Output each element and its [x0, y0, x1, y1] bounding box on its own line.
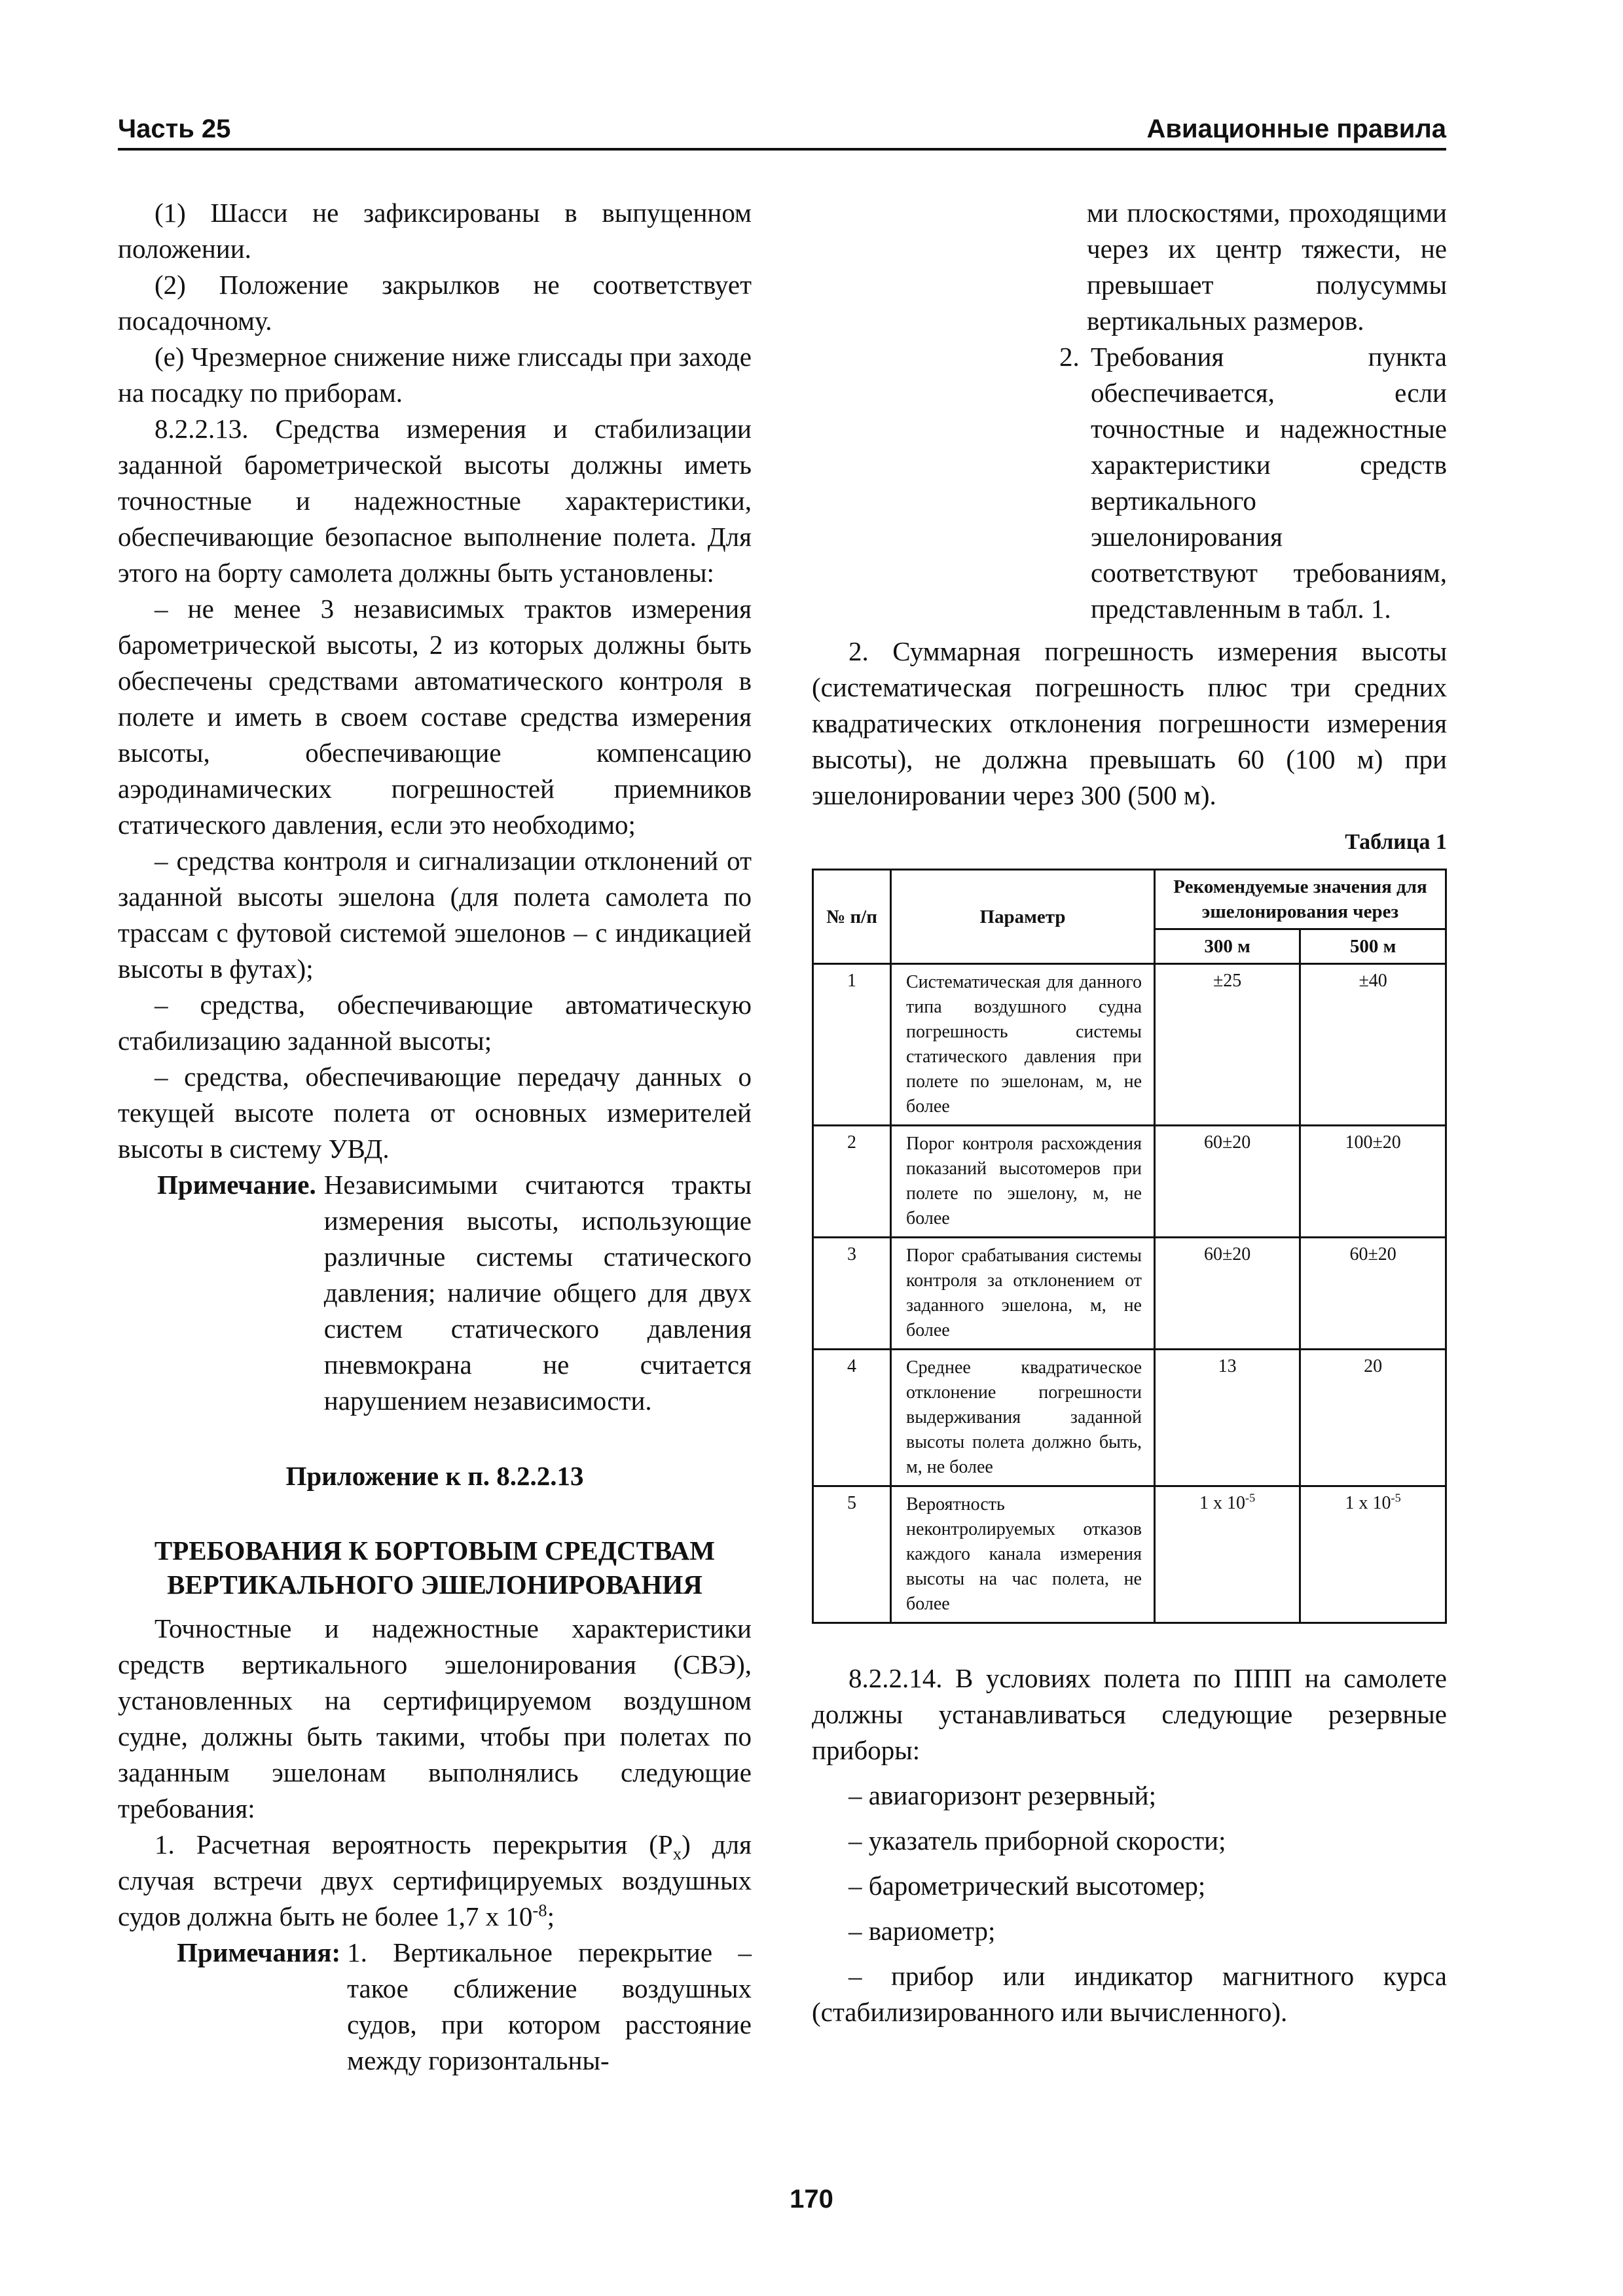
paragraph: 8.2.2.14. В условиях полета по ППП на самолете должны устанавливаться следующие резервные приборы: [812, 1663, 1447, 1765]
cell-param: Порог срабатывания системы контроля за отклонением от заданного эшелона, м, не более [891, 1238, 1155, 1350]
table-row [813, 1238, 1446, 1350]
cell-500: 60±20 [1300, 1238, 1446, 1350]
value-exponent: -5 [1245, 1491, 1256, 1505]
list-item: – вариометр; [848, 1916, 996, 1946]
notes-continuation: ми плоскостями, проходящими через их центр тяжести, не превышает полусуммы вертикальных размеров. [1087, 198, 1447, 336]
cell-300: 13 [1155, 1350, 1300, 1486]
note-text: Независимыми считаются тракты измерения высоты, использующие различные системы статического давления; наличие общего для двух систем статического давления пневмокрана не считается нарушением независимости. [323, 1170, 752, 1416]
bullet-item: – средства, обеспечивающие автоматическую стабилизацию заданной высоты; [118, 990, 752, 1056]
cell-param: Порог контроля расхождения показаний высотомеров при полете по эшелону, м, не более [891, 1126, 1155, 1238]
appendix-title: Приложение к п. 8.2.2.13 [285, 1461, 584, 1491]
value-base: 1 x 10 [1199, 1493, 1246, 1513]
document-title: Авиационные правила [1146, 115, 1446, 143]
text-part: ) для случая встречи двух сертифицируемых воздушных судов должна быть не более 1,7 x 10 [118, 1829, 752, 1931]
list-item: – барометрический высотомер; [848, 1871, 1206, 1901]
section-title-line-1: ТРЕБОВАНИЯ К БОРТОВЫМ СРЕДСТВАМ [154, 1535, 716, 1566]
cell-500: 20 [1300, 1350, 1446, 1486]
item-text: Требования пункта обеспечивается, если точностные и надежностные характеристики средств вертикального эшелонирования соответствуют требованиям, представленным в табл. 1. [1091, 342, 1447, 624]
cell-300: ±25 [1155, 964, 1300, 1126]
section-title-line-2: ВЕРТИКАЛЬНОГО ЭШЕЛОНИРОВАНИЯ [167, 1570, 702, 1600]
table-row [813, 964, 1446, 1126]
list-item: – прибор или индикатор магнитного курса (стабилизированного или вычисленного). [812, 1961, 1447, 2027]
col-header-num: № п/п [813, 870, 891, 964]
left-column [118, 195, 752, 2079]
cell-500: 100±20 [1300, 1126, 1446, 1238]
col-header-300: 300 м [1155, 929, 1300, 964]
notes [118, 1935, 752, 2079]
subscript: x [672, 1844, 682, 1864]
table-caption: Таблица 1 [1345, 830, 1447, 854]
bullet-item: – не менее 3 независимых трактов измерения барометрической высоты, 2 из которых должны быть обеспечены средствами автоматического контроля в полете и иметь в своем составе средства измерения высоты, обеспечивающие компенсацию аэродинамических погрешностей приемников статического давления, если это необходимо; [118, 594, 752, 840]
cell-num: 3 [813, 1238, 891, 1350]
cell-300: 60±20 [1155, 1126, 1300, 1238]
cell-300: 60±20 [1155, 1238, 1300, 1350]
bullet-item: – средства, обеспечивающие передачу данных о текущей высоте полета от основных измерителей высоты в систему УВД. [118, 1062, 752, 1164]
col-header-500: 500 м [1300, 929, 1446, 964]
list-item: – указатель приборной скорости; [848, 1825, 1226, 1856]
requirements-table [812, 869, 1447, 1624]
paragraph: (е) Чрезмерное снижение ниже глиссады при заходе на посадку по приборам. [118, 342, 752, 408]
notes-item-2 [812, 339, 1447, 627]
instrument-list [812, 1778, 1447, 2030]
col-header-param: Параметр [891, 870, 1155, 964]
text-part: ; [547, 1901, 555, 1931]
cell-num: 4 [813, 1350, 891, 1486]
col-header-recommended: Рекомендуемые значения для эшелонирования через [1155, 870, 1446, 929]
paragraph-probability [118, 1827, 752, 1935]
bullet-item: – средства контроля и сигнализации отклонений от заданной высоты эшелона (для полета самолета по трассам с футовой системой эшелонов – с индикацией высоты в футах); [118, 846, 752, 984]
note-label: Примечание. [157, 1170, 316, 1200]
paragraph: Точностные и надежностные характеристики средств вертикального эшелонирования (СВЭ), установленных на сертифицируемом воздушном судне, должны быть такими, чтобы при полетах по заданным эшелонам выполнялись следующие требования: [118, 1613, 752, 1823]
cell-param: Систематическая для данного типа воздушного судна погрешность системы статического давления при полете по эшелонам, м, не более [891, 964, 1155, 1126]
part-label: Часть 25 [118, 115, 231, 143]
paragraph: (1) Шасси не зафиксированы в выпущенном положении. [118, 198, 752, 264]
text-part: 1. Расчетная вероятность перекрытия (P [155, 1829, 673, 1859]
cell-num: 1 [813, 964, 891, 1126]
cell-500 [1300, 1486, 1446, 1623]
paragraph: 8.2.2.13. Средства измерения и стабилизации заданной барометрической высоты должны иметь точностные и надежностные характеристики, обеспечивающие безопасное выполнение полета. Для этого на борту самолета должны быть установлены: [118, 414, 752, 588]
table-row [813, 1350, 1446, 1486]
notes-item-1: 1. Вертикальное перекрытие – такое сближение воздушных судов, при котором расстояние между горизонтальны- [347, 1937, 752, 2075]
cell-num: 2 [813, 1126, 891, 1238]
page-number: 170 [790, 2185, 833, 2214]
cell-300 [1155, 1486, 1300, 1623]
cell-param: Вероятность неконтролируемых отказов каждого канала измерения высоты на час полета, не более [891, 1486, 1155, 1623]
right-column [812, 195, 1447, 2039]
table-row [813, 1126, 1446, 1238]
value-base: 1 x 10 [1345, 1493, 1391, 1513]
header-rule [118, 148, 1446, 151]
note [118, 1167, 752, 1419]
paragraph: 2. Суммарная погрешность измерения высоты (систематическая погрешность плюс три средних квадратических отклонения погрешности измерения высоты), не должна превышать 60 (100 м) при эшелонировании через 300 (500 м). [812, 636, 1447, 810]
item-number: 2. [1059, 342, 1080, 372]
superscript: -8 [532, 1900, 547, 1920]
cell-500: ±40 [1300, 964, 1446, 1126]
list-item: – авиагоризонт резервный; [848, 1780, 1157, 1810]
cell-param: Среднее квадратическое отклонение погрешности выдерживания заданной высоты полета должно быть, м, не более [891, 1350, 1155, 1486]
value-exponent: -5 [1391, 1491, 1401, 1505]
cell-num: 5 [813, 1486, 891, 1623]
notes-label: Примечания: [177, 1937, 341, 1967]
paragraph: (2) Положение закрылков не соответствует посадочному. [118, 270, 752, 336]
table-row [813, 1486, 1446, 1623]
